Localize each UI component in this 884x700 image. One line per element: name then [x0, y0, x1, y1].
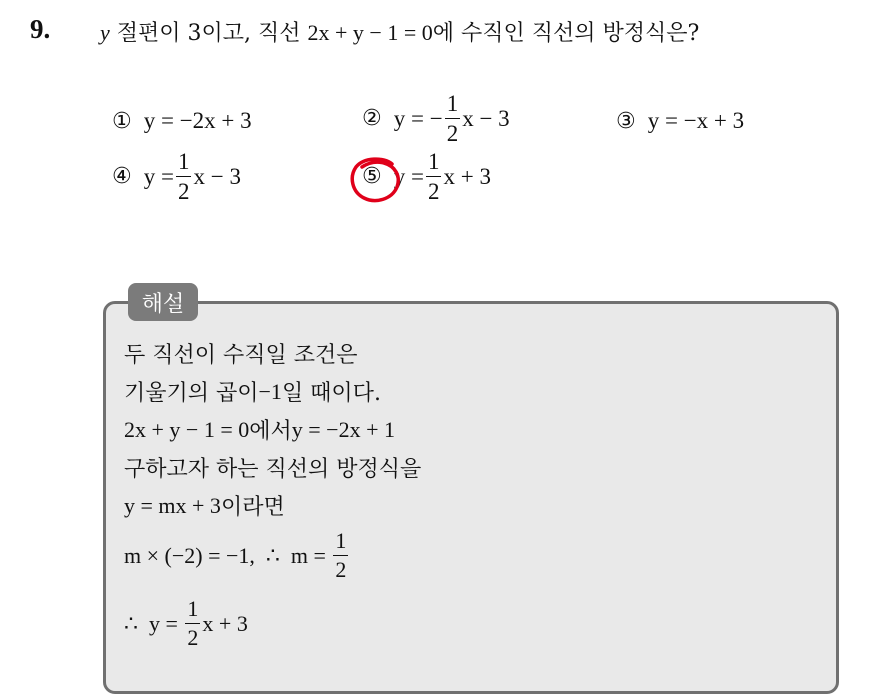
- solution-line-6-numerator: 1: [333, 530, 348, 556]
- choice-5-lhs: y =: [393, 163, 424, 189]
- choice-5-denominator: 2: [427, 179, 440, 204]
- solution-line-2: [124, 376, 381, 407]
- choice-4[interactable]: [112, 150, 241, 203]
- solution-line-3: [124, 414, 395, 445]
- solution-line-3-mid: 에서: [249, 419, 292, 444]
- choice-4-marker: ④: [112, 164, 132, 189]
- solution-line-1: 두 직선이 수직일 조건은: [124, 343, 358, 368]
- choice-2-numerator: 1: [445, 92, 461, 119]
- solution-line-2-text: 기울기의 곱이: [124, 381, 259, 406]
- choice-2-rhs: x − 3: [462, 105, 510, 131]
- solution-line-3-eq2: y = −2x + 1: [291, 416, 395, 442]
- choice-5-rhs: x + 3: [443, 163, 491, 189]
- choice-4-lhs: y =: [143, 163, 174, 189]
- choice-3-marker: ③: [616, 108, 636, 134]
- solution-line-6-left: m × (−2) = −1, ∴ m =: [124, 542, 332, 568]
- question-variable: y: [100, 20, 110, 45]
- choice-4-rhs: x − 3: [193, 163, 241, 189]
- choice-1-marker: ①: [112, 108, 132, 134]
- question-text: [100, 16, 699, 47]
- solution-label: 해설: [128, 283, 198, 321]
- choice-1[interactable]: [112, 108, 252, 134]
- solution-line-7-numerator: 1: [185, 598, 200, 624]
- choice-2-denominator: 2: [446, 121, 459, 146]
- choice-2-lhs: y = −: [393, 105, 443, 131]
- solution-line-3-eq1: 2x + y − 1 = 0: [124, 416, 250, 442]
- choice-4-fraction: [176, 150, 192, 203]
- choice-4-denominator: 2: [177, 179, 190, 204]
- choice-2-marker: ②: [362, 106, 382, 131]
- question-number: 9.: [30, 14, 51, 44]
- choice-1-expr: y = −2x + 3: [143, 108, 252, 133]
- solution-line-7-denominator: 2: [187, 625, 199, 650]
- choice-3-expr: y = −x + 3: [647, 108, 745, 133]
- answer-circle-icon: [348, 154, 404, 206]
- solution-line-6-denominator: 2: [335, 557, 347, 582]
- solution-line-7-left: ∴ y =: [124, 610, 184, 636]
- choice-3[interactable]: [616, 108, 744, 134]
- choice-5-marker: ⑤: [362, 164, 382, 189]
- choice-4-numerator: 1: [176, 150, 192, 177]
- question-text-b: 에 수직인 직선의 방정식은?: [432, 21, 700, 46]
- choice-2[interactable]: [362, 92, 510, 145]
- choice-5-fraction: [426, 150, 442, 203]
- solution-line-5: [124, 490, 285, 521]
- choice-2-fraction: [445, 92, 461, 145]
- choice-5-numerator: 1: [426, 150, 442, 177]
- solution-line-4: 구하고자 하는 직선의 방정식을: [124, 457, 422, 482]
- solution-line-5-eq: y = mx + 3: [124, 492, 221, 518]
- solution-line-7-right: x + 3: [202, 610, 248, 636]
- solution-line-5-text: 이라면: [220, 495, 285, 520]
- solution-line-6-fraction: [333, 530, 348, 581]
- question-text-a: 절편이 3이고, 직선: [109, 21, 308, 46]
- question-equation: 2x + y − 1 = 0: [307, 20, 433, 45]
- solution-line-2-tail: 일 때이다.: [281, 381, 381, 406]
- solution-line-7-fraction: [185, 598, 200, 649]
- solution-line-7: [124, 598, 248, 649]
- solution-line-2-number: −1: [258, 378, 282, 404]
- solution-line-6: [124, 530, 350, 581]
